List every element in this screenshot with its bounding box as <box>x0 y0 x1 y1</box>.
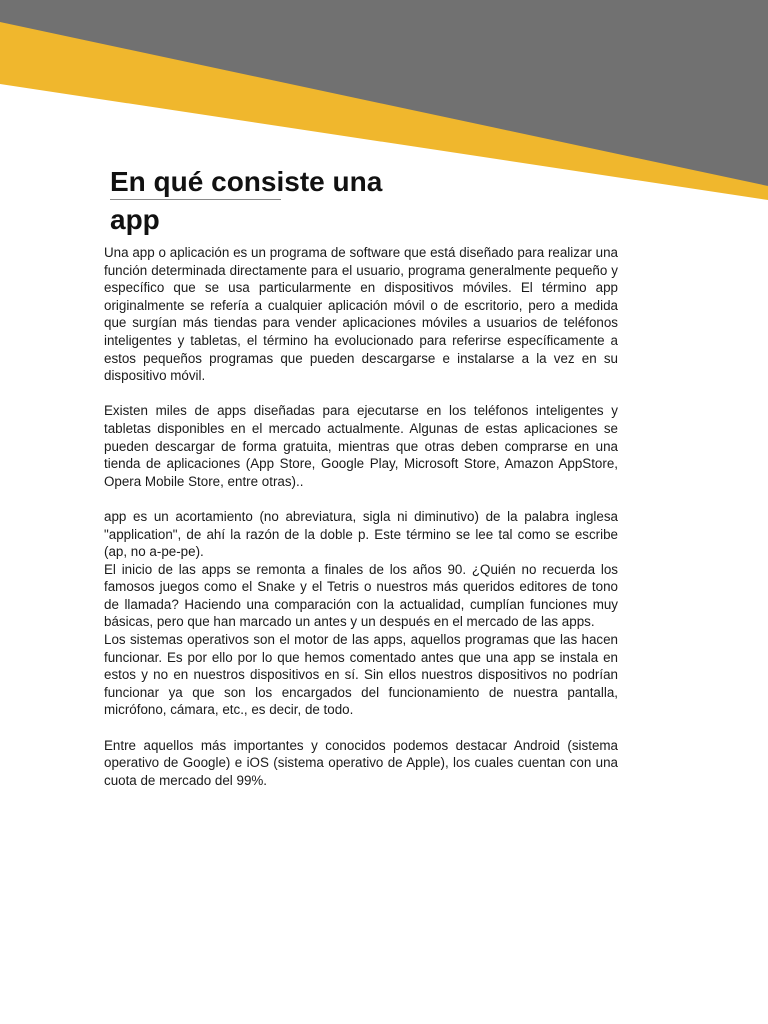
body-text <box>104 244 618 789</box>
paragraph-5: Los sistemas operativos son el motor de las apps, aquellos programas que las hacen funcionar. Es por ello por lo que hemos comentado antes que una app se instala en estos y no en nuestros dispositivos en sí. Sin ellos nuestros dispositivos no podrían funcionar ya que son los encargados del funcionamiento de nuestra pantalla, micrófono, cámara, etc., es decir, de todo. <box>104 632 618 718</box>
paragraph-6: Entre aquellos más importantes y conocidos podemos destacar Android (sistema operativo de Google) e iOS (sistema operativo de Apple), los cuales cuentan con una cuota de mercado del 99%. <box>104 737 618 788</box>
page-title: En qué consiste una app <box>110 166 383 235</box>
paragraph-3: app es un acortamiento (no abreviatura, sigla ni diminutivo) de la palabra inglesa "application", de ahí la razón de la doble p. Este término se lee tal como se escribe (ap, no a-pe-pe). <box>104 508 618 560</box>
title-underline <box>110 199 281 200</box>
paragraph-4: El inicio de las apps se remonta a finales de los años 90. ¿Quién no recuerda los famosos juegos como el Snake y el Tetris o nuestros más queridos editores de tono de llamada? Haciendo una comparación con la actualidad, cumplían funciones muy básicas, pero que han marcado un antes y un después en el mercado de las apps. <box>104 561 618 630</box>
title-block <box>110 163 410 235</box>
paragraph-1: Una app o aplicación es un programa de software que está diseñado para realizar una función determinada directamente para el usuario, programa generalmente pequeño y específico que se usa particularmente en dispositivos móviles. El término app originalmente se refería a cualquier aplicación móvil o de escritorio, pero a medida que surgían más tiendas para vender aplicaciones móviles a usuarios de teléfonos inteligentes y tabletas, el término ha evolucionado para referirse específicamente a estos pequeños programas que pueden descargarse e instalarse a la vez en su dispositivo móvil. <box>104 245 618 384</box>
paragraph-2: Existen miles de apps diseñadas para ejecutarse en los teléfonos inteligentes y tabletas disponibles en el mercado actualmente. Algunas de estas aplicaciones se pueden descargar de forma gratuita, mientras que otras deben comprarse en una tienda de aplicaciones (App Store, Google Play, Microsoft Store, Amazon AppStore, Opera Mobile Store, entre otras).. <box>104 403 618 489</box>
